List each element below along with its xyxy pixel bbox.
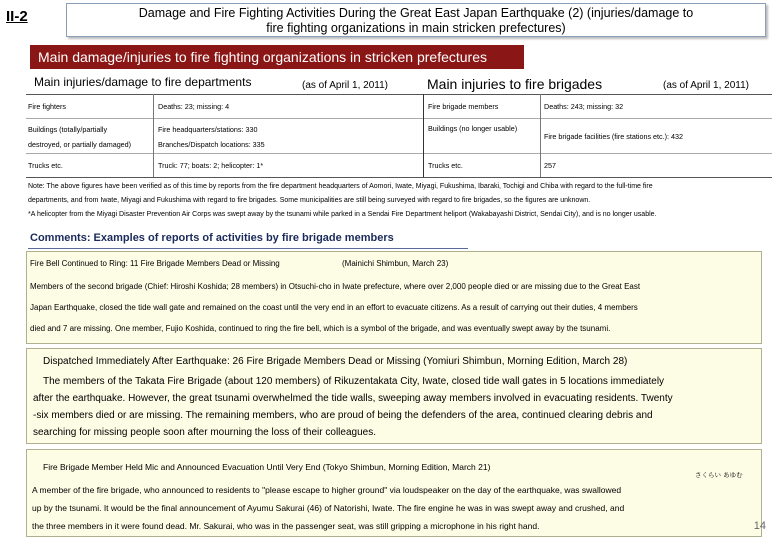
report-box-3	[26, 449, 762, 537]
brigade-row-label: Trucks etc.	[428, 161, 463, 170]
report-1-line: died and 7 are missing. One member, Fujio Koshida, continued to ring the fire bell, which is a symbol of the brigade, and was eventually swept away by the tsunami.	[30, 324, 611, 333]
table-row-rule	[26, 118, 772, 119]
section-banner: Main damage/injuries to fire fighting organizations in stricken prefectures	[30, 45, 524, 69]
dept-row-label: destroyed, or partially damaged)	[28, 140, 132, 149]
brigade-row-label: Buildings (no longer usable)	[428, 124, 518, 133]
note-line: departments, and from Iwate, Miyagi and Fukushima with regard to fire brigades. Some municipalities are still being surveyed with regard to fire brigades, so the figures are unknown.	[28, 197, 591, 204]
report-2-line: The members of the Takata Fire Brigade (about 120 members) of Rikuzentakata City, Iwate, closed tide wall gates in 5 locations immediately	[43, 376, 665, 387]
table-top-rule	[26, 94, 772, 95]
report-box-1	[26, 251, 762, 344]
brigades-header: Main injuries to fire brigades	[427, 76, 603, 92]
brigade-row-value: Fire brigade facilities (fire stations etc.): 432	[544, 132, 684, 141]
report-2-heading: Dispatched Immediately After Earthquake: 26 Fire Brigade Members Dead or Missing (Yomiuri Shimbun, Morning Edition, March 28)	[43, 356, 628, 367]
comments-title: Comments: Examples of reports of activities by fire brigade members	[30, 232, 394, 244]
note-line: *A helicopter from the Miyagi Disaster Prevention Air Corps was swept away by the tsunami while parked in a Sendai Fire Department heliport (Wakabayashi District, Sendai City), and is no longer usable.	[28, 211, 657, 218]
report-1-heading: Fire Bell Continued to Ring: 11 Fire Brigade Members Dead or Missing	[30, 259, 280, 268]
report-2-line: searching for missing people soon after mourning the loss of their colleagues.	[33, 427, 376, 438]
report-3-furigana: さくらい あゆむ	[695, 471, 743, 479]
comments-title-underline	[28, 248, 468, 249]
dept-row-label: Trucks etc.	[28, 161, 63, 170]
report-box-2	[26, 348, 762, 444]
brigade-row-label: Fire brigade members	[428, 102, 499, 111]
title-line-2: fire fighting organizations in main stricken prefectures)	[266, 21, 566, 35]
dept-row-value: Deaths: 23; missing: 4	[158, 102, 230, 111]
dept-row-value: Truck: 77; boats: 2; helicopter: 1*	[158, 161, 264, 170]
report-2-line: after the earthquake. However, the great tsunami overwhelmed the tide walls, sweeping away members involved in evacuating residents. Twenty	[33, 393, 673, 404]
table-col-divider	[153, 94, 154, 177]
page-number: 14	[753, 520, 766, 532]
table-bottom-rule	[26, 177, 772, 178]
table-row-rule	[26, 153, 772, 154]
report-3-line: up by the tsunami. It would be the final announcement of Ayumu Sakurai (46) of Natorishi, Iwate. The fire engine he was in was swept away and crushed, and	[32, 503, 625, 513]
table-mid-divider	[423, 94, 424, 177]
report-3-line: the three members in it were found dead. Mr. Sakurai, who was in the passenger seat, was still gripping a microphone in his right hand.	[32, 521, 540, 531]
table-col-divider	[540, 94, 541, 177]
report-3-heading: Fire Brigade Member Held Mic and Announced Evacuation Until Very End (Tokyo Shimbun, Morning Edition, March 21)	[43, 462, 491, 472]
brigade-row-value: 257	[544, 161, 556, 170]
dept-row-value: Branches/Dispatch locations: 335	[158, 140, 265, 149]
dept-row-label: Fire fighters	[28, 102, 66, 111]
departments-header: Main injuries/damage to fire departments	[34, 75, 252, 89]
note-line: Note: The above figures have been verified as of this time by reports from the fire department headquarters of Aomori, Iwate, Miyagi, Fukushima, Ibaraki, Tochigi and Chiba with regard to the full-time fire	[28, 183, 653, 190]
report-1-source: (Mainichi Shimbun, March 23)	[342, 259, 449, 268]
report-1-line: Japan Earthquake, closed the tide wall gate and remained on the coast until the very end in an effort to evacuate citizens. As a result of carrying out their duties, 4 members	[30, 303, 638, 312]
dept-row-label: Buildings (totally/partially	[28, 125, 108, 134]
dept-row-value: Fire headquarters/stations: 330	[158, 125, 258, 134]
report-2-line: -six members died or are missing. The remaining members, who are proud of being the defenders of the area, continued clearing debris and	[33, 410, 653, 421]
title-line-1: Damage and Fire Fighting Activities During the Great East Japan Earthquake (2) (injuries/damage to	[138, 6, 694, 20]
brigade-row-value: Deaths: 243; missing: 32	[544, 102, 624, 111]
slide-label: II-2	[6, 8, 28, 25]
report-3-line: A member of the fire brigade, who announced to residents to "please escape to higher ground" via loudspeaker on the day of the earthquake, was swallowed	[32, 485, 622, 495]
brigades-as-of: (as of April 1, 2011)	[663, 80, 749, 91]
page-title	[66, 3, 766, 37]
departments-as-of: (as of April 1, 2011)	[302, 80, 388, 91]
report-1-line: Members of the second brigade (Chief: Hiroshi Koshida; 28 members) in Otsuchi-cho in Iwate prefecture, where over 2,000 people died or are missing due to the Great East	[30, 282, 641, 291]
